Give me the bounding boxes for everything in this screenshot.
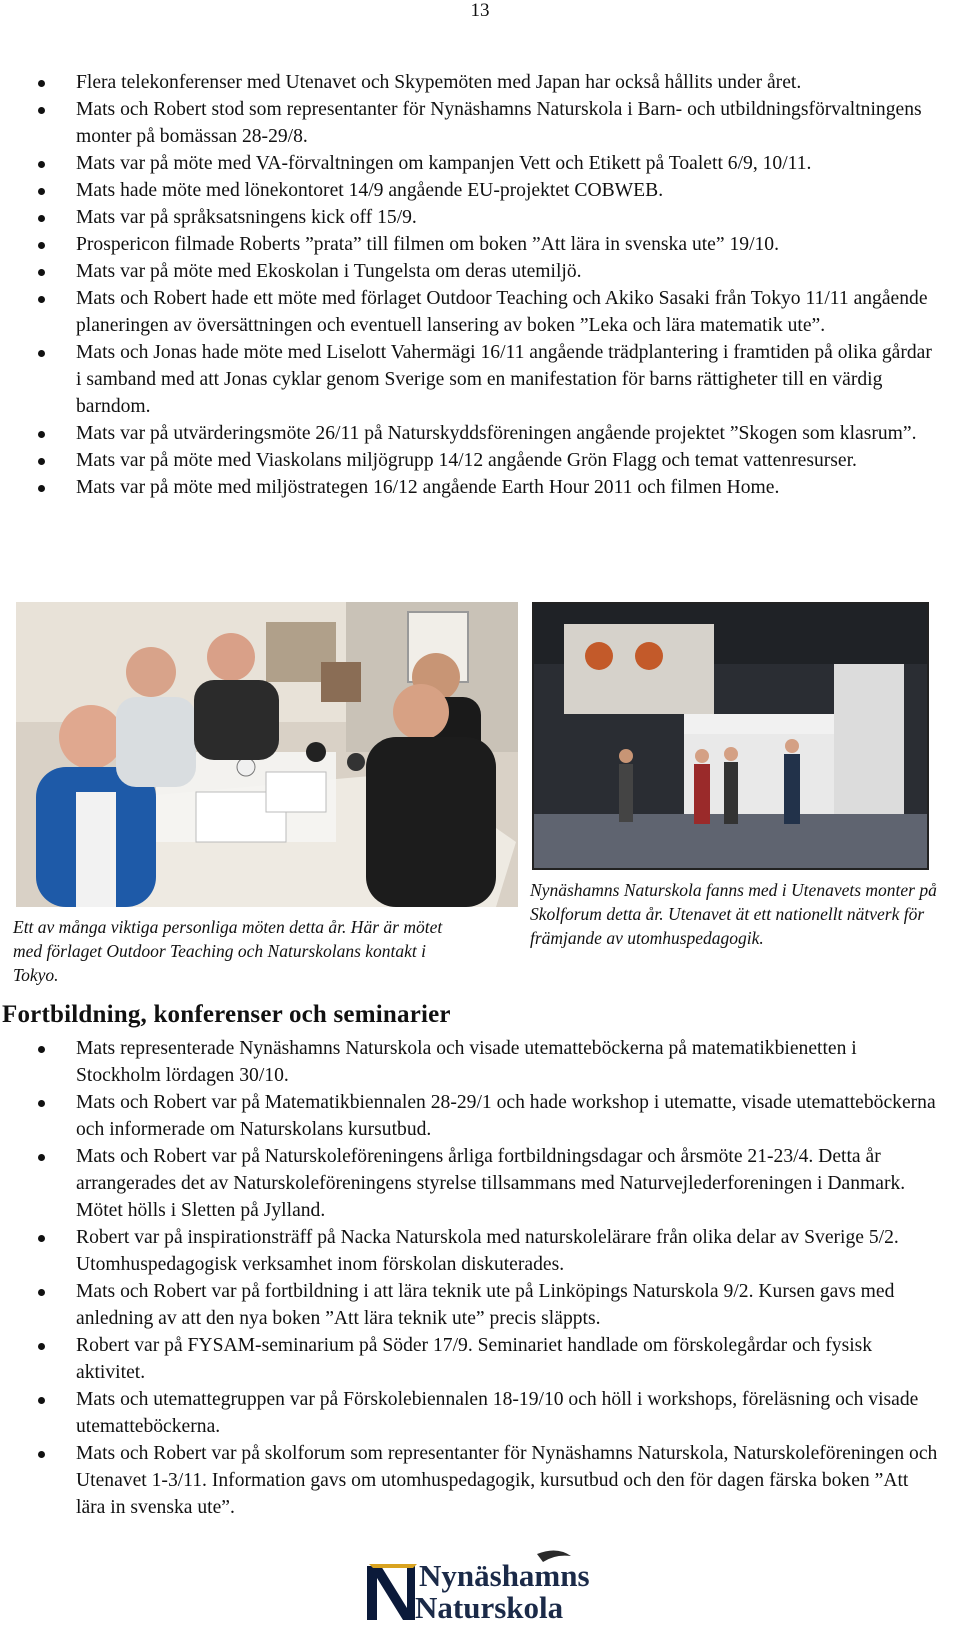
list-item-text: Mats och Robert var på Matematikbiennalen 28-29/1 och hade workshop i utematte, visade utematteböckerna och informerade om Naturskolans kursutbud. [76,1092,936,1140]
bullet-icon [38,1046,45,1053]
list-item [0,1089,960,1143]
list-item [0,339,960,420]
list-item [0,150,960,177]
meeting-photo-illustration [16,602,518,907]
list-item-text: Mats och utemattegruppen var på Förskolebiennalen 18-19/10 och höll i workshops, föreläsning och visade utematteböckerna. [76,1389,919,1437]
list-item [0,285,960,339]
list-item-text: Flera telekonferenser med Utenavet och Skypemöten med Japan har också hållits under året. [76,72,802,93]
list-item-text: Mats hade möte med lönekontoret 14/9 angående EU-projektet COBWEB. [76,180,664,201]
list-item-text: Mats var på möte med miljöstrategen 16/12 angående Earth Hour 2011 och filmen Home. [76,477,780,498]
fair-photo-caption: Nynäshamns Naturskola fanns med i Utenavets monter på Skolforum detta år. Utenavet ät ett nationellt nätverk för främjande av utomhuspedagogik. [530,880,937,948]
bullet-icon [38,161,45,168]
list-item [0,1143,960,1224]
naturskola-logo [367,1548,607,1624]
list-item-text: Mats och Jonas hade möte med Liselott Vahermägi 16/11 angående trädplantering i framtiden på olika gårdar i samband med att Jonas cyklar genom Sverige som en manifestation för barns rättigheter till en värdig barndom. [76,342,932,417]
bullet-icon [38,188,45,195]
list-item [0,96,960,150]
list-item-text: Mats var på möte med Ekoskolan i Tungelsta om deras utemiljö. [76,261,582,282]
list-item [0,177,960,204]
list-item-text: Mats var på utvärderingsmöte 26/11 på Naturskyddsföreningen angående projektet ”Skogen som klasrum”. [76,423,917,444]
list-item-text: Robert var på inspirationsträff på Nacka Naturskola med naturskolelärare från olika delar av Sverige 5/2. Utomhuspedagogisk verksamhet inom förskolan diskuterades. [76,1227,899,1275]
list-item [0,69,960,96]
list-item [0,1224,960,1278]
list-item [0,420,960,447]
list-item [0,231,960,258]
bullet-icon [38,1100,45,1107]
bullet-icon [38,350,45,357]
list-item-text: Mats var på språksatsningens kick off 15/9. [76,207,417,228]
bullet-icon [38,1289,45,1296]
list-item-text: Mats var på möte med VA-förvaltningen om kampanjen Vett och Etikett på Toalett 6/9, 10/11. [76,153,812,174]
bullet-icon [38,296,45,303]
activity-list [0,69,960,501]
list-item [0,1035,960,1089]
section-heading: Fortbildning, konferenser och seminarier [2,1001,451,1028]
meeting-photo [16,602,518,907]
list-item-text: Mats och Robert stod som representanter för Nynäshamns Naturskola i Barn- och utbildningsförvaltningens monter på bomässan 28-29/8. [76,99,922,147]
list-item-text: Mats och Robert var på skolforum som representanter för Nynäshamns Naturskola, Naturskoleföreningen och Utenavet 1-3/11. Information gavs om utomhuspedagogik, kursutbud och den för dagen färska boken ”Att lära in svenska ute”. [76,1443,938,1518]
fair-booth-photo-illustration [534,604,927,868]
page-number: 13 [470,0,490,21]
bullet-icon [38,1451,45,1458]
fair-booth-photo [532,602,929,870]
bullet-icon [38,1397,45,1404]
list-item-text: Mats och Robert var på fortbildning i att lära teknik ute på Linköpings Naturskola 9/2. Kursen gavs med anledning av att den nya boken ”Att lära teknik ute” precis släppts. [76,1281,895,1329]
list-item-text: Mats och Robert hade ett möte med förlaget Outdoor Teaching och Akiko Sasaki från Tokyo 11/11 angående planeringen av översättningen och eventuell lansering av boken ”Leka och lära matematik ute”. [76,288,928,336]
bullet-icon [38,431,45,438]
list-item [0,1278,960,1332]
bullet-icon [38,485,45,492]
list-item-text: Mats var på möte med Viaskolans miljögrupp 14/12 angående Grön Flagg och temat vattenresurser. [76,450,857,471]
list-item-text: Mats representerade Nynäshamns Naturskola och visade utematteböckerna på matematikbienetten i Stockholm lördagen 30/10. [76,1038,857,1086]
bullet-icon [38,215,45,222]
logo-line1: Nynäshamns [419,1558,590,1593]
list-item [0,447,960,474]
list-item [0,204,960,231]
bullet-icon [38,458,45,465]
list-item-text: Mats och Robert var på Naturskoleföreningens årliga fortbildningsdagar och årsmöte 21-23/4. Detta år arrangerades det av Naturskoleföreningens styrelse tillsammans med Naturvejlederforeningen i Danmark. Mötet hölls i Sletten på Jylland. [76,1146,906,1221]
list-item-text: Prospericon filmade Roberts ”prata” till filmen om boken ”Att lära in svenska ute” 19/10. [76,234,780,255]
list-item [0,258,960,285]
bullet-icon [38,1343,45,1350]
bullet-icon [38,107,45,114]
list-item [0,1386,960,1440]
logo-graphic [367,1548,607,1624]
bullet-icon [38,1154,45,1161]
list-item [0,474,960,501]
training-list [0,1035,960,1521]
logo-line2: Naturskola [415,1590,564,1624]
list-item [0,1440,960,1521]
bullet-icon [38,269,45,276]
bullet-icon [38,242,45,249]
list-item [0,1332,960,1386]
bullet-icon [38,1235,45,1242]
list-item-text: Robert var på FYSAM-seminarium på Söder 17/9. Seminariet handlade om förskolegårdar och fysisk aktivitet. [76,1335,873,1383]
meeting-photo-caption: Ett av många viktiga personliga möten detta år. Här är mötet med förlaget Outdoor Teaching och Naturskolans kontakt i Tokyo. [13,917,443,985]
bullet-icon [38,80,45,87]
